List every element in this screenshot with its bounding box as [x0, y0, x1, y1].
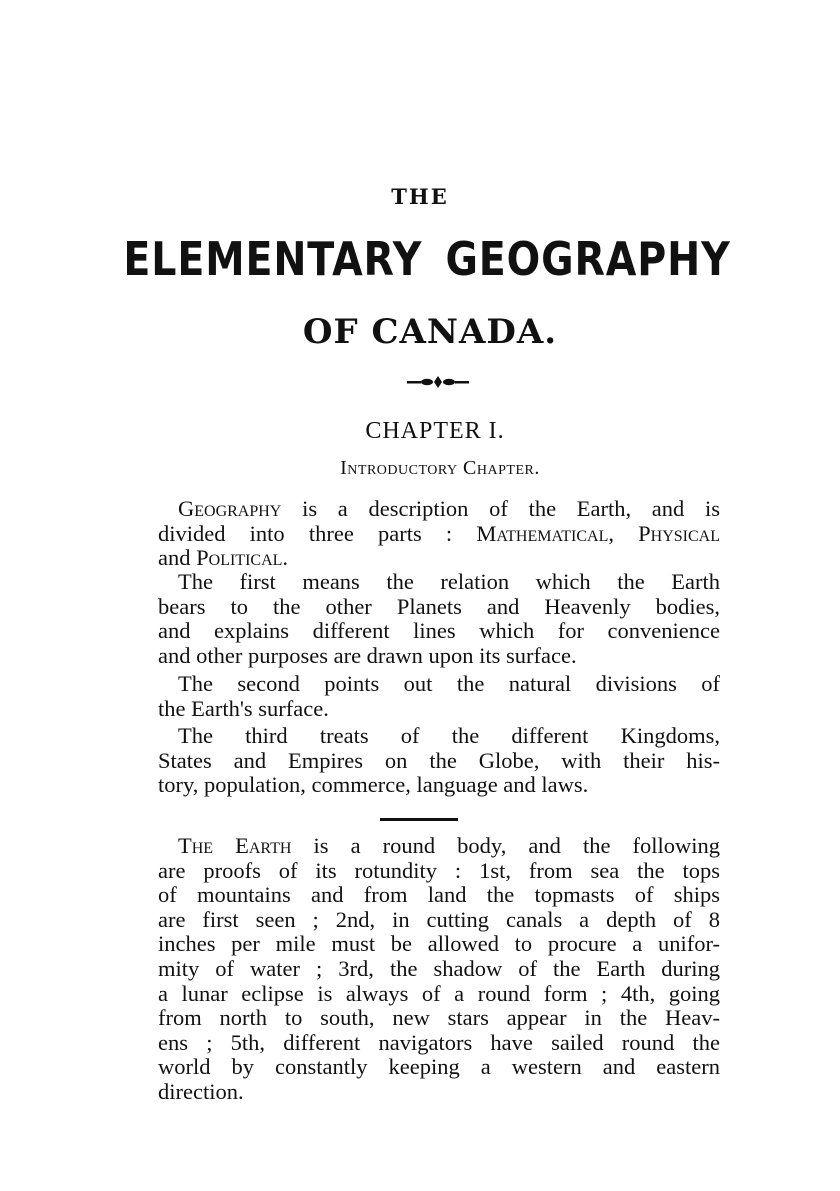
lead-word: The Earth [178, 833, 292, 858]
title-article: THE [391, 184, 449, 209]
text-line: direction. [158, 1078, 244, 1104]
book-subtitle: OF CANADA. [302, 312, 558, 352]
text-line: from north to south, new stars appear in the Heav- [158, 1005, 720, 1031]
text-line: inches per mile must be allowed to procure a unifor- [158, 931, 720, 957]
text-line [158, 834, 720, 859]
text-line: tory, population, commerce, language and laws. [158, 772, 589, 798]
text-line [158, 522, 720, 547]
printer-ornament-icon [403, 372, 473, 392]
text-line: and other purposes are drawn upon its surface. [158, 642, 577, 668]
term-mathematical: Mathematical [476, 520, 609, 546]
section-divider [380, 818, 458, 821]
line-text: is a description of the Earth, and is [281, 496, 720, 521]
term-physical: Physical [638, 520, 721, 546]
line-text: divided into three parts : [158, 520, 477, 546]
chapter-subheading: Introductory Chapter. [340, 457, 540, 479]
text-line: world by constantly keeping a western and eastern [158, 1054, 720, 1080]
paragraph-geography-definition [158, 497, 720, 571]
text-line [158, 497, 720, 522]
paragraph-earth-round [158, 834, 720, 1105]
text-line: are first seen ; 2nd, in cutting canals a depth of 8 [158, 906, 720, 932]
text-line: The first means the relation which the Earth [178, 569, 720, 594]
term-political: Political [196, 545, 283, 571]
paragraph-first-part [158, 570, 720, 668]
separator: , [608, 520, 639, 546]
text-line: The third treats of the different Kingdoms, [178, 723, 720, 748]
text-line: of mountains and from land the topmasts of ships [158, 882, 720, 908]
text-line: The second points out the natural divisions of [178, 671, 720, 696]
text-line: are proofs of its rotundity : 1st, from sea the tops [158, 857, 720, 883]
text-line: States and Empires on the Globe, with their his- [158, 747, 720, 773]
text-line: the Earth's surface. [158, 695, 329, 721]
text-line [158, 546, 720, 571]
lead-word: Geography [178, 496, 282, 521]
text-line: and explains different lines which for convenience [158, 618, 720, 644]
line-text: is a round body, and the following [291, 833, 720, 858]
line-text: and [158, 545, 197, 571]
text-line: a lunar eclipse is always of a round form ; 4th, going [158, 980, 720, 1006]
chapter-heading: CHAPTER I. [365, 418, 505, 444]
text-line: mity of water ; 3rd, the shadow of the Earth during [158, 955, 720, 981]
text-line: ens ; 5th, different navigators have sailed round the [158, 1029, 720, 1055]
line-text: . [282, 545, 289, 571]
book-title: ELEMENTARY GEOGRAPHY [123, 232, 731, 286]
text-line: bears to the other Planets and Heavenly bodies, [158, 593, 720, 619]
paragraph-second-part [158, 672, 720, 721]
paragraph-third-part [158, 724, 720, 798]
